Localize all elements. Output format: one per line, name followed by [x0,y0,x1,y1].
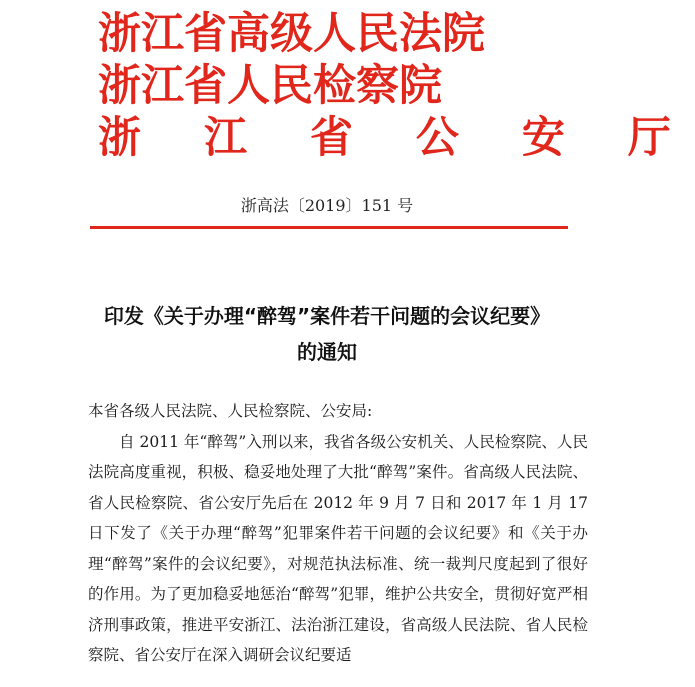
issuer-procuratorate: 浙江省人民检察院 [98,61,442,111]
issuing-authorities [98,8,695,164]
red-divider-line [90,226,568,229]
salutation: 本省各级人民法院、人民检察院、公安局: [88,402,373,420]
issuer-public-security: 浙 江 省 公 安 厅 [98,113,695,163]
title-line-2: 的通知 [297,340,357,364]
document-title [60,298,594,370]
issuer-high-court: 浙江省高级人民法院 [98,9,485,59]
body-paragraph: 自 2011 年“醉驾”入刑以来，我省各级公安机关、人民检察院、人民法院高度重视，积极、稳妥地处理了大批“醉驾”案件。省高级人民法院、省人民检察院、省公安厅先后在 2012 年 9 月 7 日和 2017 年 1 月 17 日下发了《关于办理“醉驾”犯罪案件若干问题的会议纪要》和《关于办理“醉驾”案件的会议纪要》，对规范执法标准、统一裁判尺度起到了很好的作用。为了更加稳妥地惩治“醉驾”犯罪，维护公共安全，贯彻好宽严相济刑事政策，推进平安浙江、法治浙江建设，省高级人民法院、省人民检察院、省公安厅在深入调研会议纪要适 [88,432,588,664]
document-body [88,396,588,671]
document-number: 浙高法〔2019〕151 号 [240,196,414,215]
title-line-1: 印发《关于办理“醉驾”案件若干问题的会议纪要》 [103,304,551,328]
